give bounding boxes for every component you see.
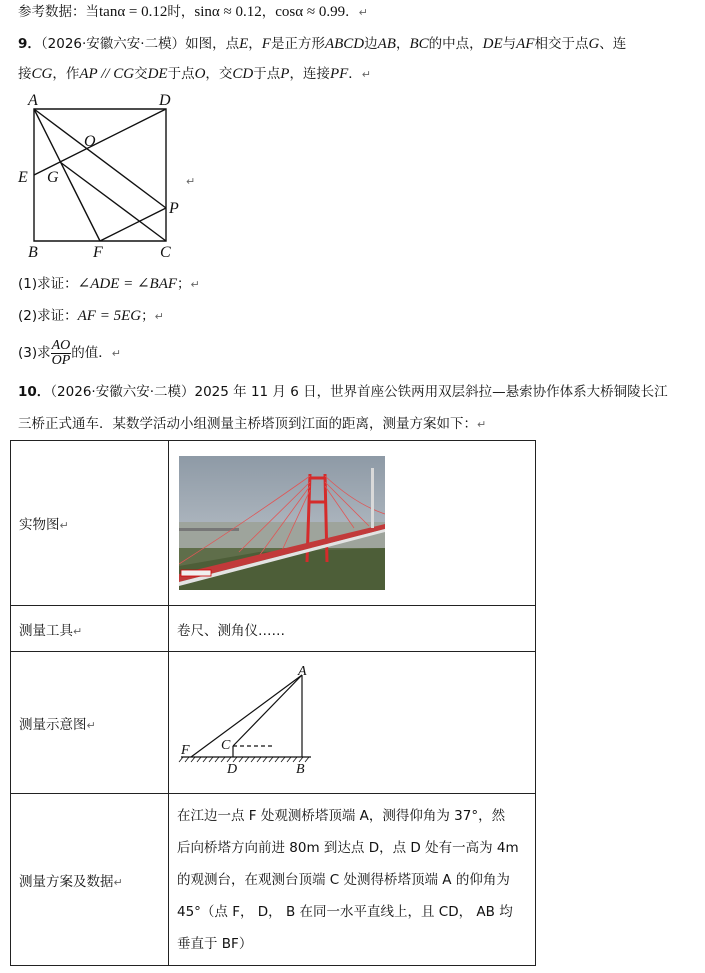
sub-label: (2)求证： (18, 308, 78, 324)
paragraph-mark: ↵ (113, 875, 123, 889)
segment-ab: AB (377, 36, 396, 52)
table-header-cell (11, 606, 169, 652)
plan-line: 垂直于 BF） (177, 935, 253, 952)
table-header-cell (11, 441, 169, 606)
paragraph-mark: ↵ (477, 418, 487, 431)
q9-text: ． (348, 66, 362, 82)
line-cg (60, 162, 166, 241)
q9-text: ，连接 (289, 66, 330, 82)
paragraph-mark: ↵ (59, 519, 69, 532)
q9-text: 相交于点 (534, 36, 589, 52)
label-b: B (296, 761, 305, 777)
ref-end: ． (345, 4, 359, 20)
q10-line-2 (18, 414, 486, 435)
q9-source: （2026·安徽六安·二模） (40, 36, 186, 52)
label-b: B (28, 244, 38, 261)
label-d: D (227, 761, 238, 777)
ref-mid: 时， (167, 4, 195, 20)
measurement-table (10, 440, 536, 966)
plan-line: 后向桥塔方向前进 80m 到达点 D，点 D 处有一高为 4m (177, 839, 519, 856)
q10-number: 10． (18, 384, 51, 400)
segment-cg: CG (31, 66, 53, 82)
paragraph-mark: ↵ (358, 6, 368, 19)
sub-end: ； (141, 308, 155, 324)
q9-text: 是正方形 (270, 36, 325, 52)
segment-cd: CD (232, 66, 254, 82)
q9-text: 与 (502, 36, 517, 52)
row-header-plan: 测量方案及数据 (19, 873, 114, 890)
angle-expression: ∠ADE = ∠BAF (77, 276, 178, 292)
ref-prefix: 参考数据：当 (18, 4, 99, 20)
point-e: E (239, 36, 249, 52)
q9-sub-1 (18, 274, 200, 295)
q10-source: （2026·安徽六安·二模） (50, 384, 195, 400)
row-header-diagram: 测量示意图 (19, 716, 87, 733)
tan-expression: tanα = 0.12 (99, 4, 168, 20)
sub-label: (3)求 (18, 345, 51, 361)
q9-text: 于点 (167, 66, 195, 82)
paragraph-mark: ↵ (361, 68, 371, 81)
table-diagram-cell (169, 652, 536, 794)
q9-text: ，交 (205, 66, 233, 82)
cos-expression: cosα ≈ 0.99 (275, 4, 346, 20)
table-tools-cell (169, 606, 536, 652)
label-e: E (18, 169, 28, 186)
plan-line: 在江边一点 F 处观测桥塔顶端 A，测得仰角为 37°，然 (177, 807, 506, 824)
fraction-ao-op (51, 339, 72, 368)
label-o: O (84, 133, 96, 150)
paragraph-mark: ↵ (86, 718, 96, 732)
q9-square-figure (14, 92, 204, 262)
sin-expression: sinα ≈ 0.12 (194, 4, 262, 20)
measurement-diagram (177, 665, 327, 777)
q9-text: ， (248, 36, 262, 52)
sight-line-ca (233, 675, 302, 746)
q9-text: 、连 (599, 36, 627, 52)
square-abcd: ABCD (324, 36, 365, 52)
q9-line-1 (18, 34, 626, 54)
segment-bc: BC (409, 36, 429, 52)
table-photo-cell (169, 441, 536, 606)
q9-text: 交 (134, 66, 148, 82)
q10-line-1 (18, 382, 668, 402)
label-a: A (28, 92, 38, 109)
segment-pf: PF (329, 66, 349, 82)
line-af (34, 109, 100, 241)
label-d: D (159, 92, 171, 109)
parallel-expression: AP // CG (79, 66, 135, 82)
label-f: F (93, 244, 103, 261)
table-row (11, 794, 536, 966)
point-o: O (194, 66, 206, 82)
tools-content: 卷尺、测角仪…… (177, 622, 285, 639)
bridge-photo (179, 456, 385, 590)
q9-text: 边 (364, 36, 378, 52)
paragraph-mark: ↵ (190, 278, 200, 291)
table-row (11, 441, 536, 606)
paragraph-mark: ↵ (186, 175, 196, 188)
paragraph-mark: ↵ (73, 624, 83, 638)
q9-text: 的中点， (428, 36, 483, 52)
label-f: F (181, 742, 190, 758)
plan-line: 的观测台，在观测台顶端 C 处测得桥塔顶端 A 的仰角为 (177, 871, 510, 888)
q9-text: 于点 (253, 66, 281, 82)
q9-text: ，作 (52, 66, 80, 82)
point-p: P (280, 66, 290, 82)
sight-line-fa (191, 675, 302, 757)
label-c: C (160, 244, 171, 261)
plan-line: 45°（点 F， D， B 在同一水平直线上，且 CD， AB 均 (177, 903, 513, 920)
ratio-expression: AF = 5EG (77, 308, 142, 324)
q9-sub-3 (18, 338, 121, 369)
line-de (34, 109, 166, 175)
sub-label: (1)求证： (18, 276, 78, 292)
paragraph-mark: ↵ (111, 347, 122, 360)
segment-af: AF (516, 36, 535, 52)
reference-data-line (18, 2, 368, 23)
point-g: G (588, 36, 600, 52)
q10-text: 2025 年 11 月 6 日，世界首座公铁两用双层斜拉—悬索协作体系大桥铜陵长江 (194, 384, 668, 400)
segment-de: DE (147, 66, 168, 82)
table-header-cell (11, 794, 169, 966)
fraction-numerator: AO (51, 337, 71, 353)
q9-text: 如图，点 (185, 36, 240, 52)
point-f: F (261, 36, 271, 52)
line-ap (34, 109, 166, 208)
label-c: C (221, 737, 231, 753)
q9-text: 接 (18, 66, 32, 82)
row-header-photo: 实物图 (19, 517, 60, 533)
table-plan-cell (169, 794, 536, 966)
q9-number: 9． (18, 36, 41, 52)
paragraph-mark: ↵ (154, 310, 164, 323)
fraction-denominator: OP (51, 352, 71, 368)
segment-de: DE (482, 36, 503, 52)
q10-text: 三桥正式通车．某数学活动小组测量主桥塔顶到江面的距离，测量方案如下： (18, 416, 477, 432)
label-a: A (298, 664, 307, 679)
q9-line-2 (18, 64, 371, 85)
sub-end: 的值． (71, 345, 112, 361)
q9-sub-2 (18, 306, 164, 327)
table-row (11, 606, 536, 652)
ref-sep: ， (261, 4, 276, 20)
label-p: P (169, 200, 179, 217)
q9-text: ， (395, 36, 410, 52)
table-header-cell (11, 652, 169, 794)
label-g: G (47, 169, 59, 186)
line-pf (100, 208, 166, 241)
sub-end: ； (177, 276, 191, 292)
table-row (11, 652, 536, 794)
row-header-tools: 测量工具 (19, 622, 73, 639)
measurement-table-wrap (10, 440, 536, 966)
